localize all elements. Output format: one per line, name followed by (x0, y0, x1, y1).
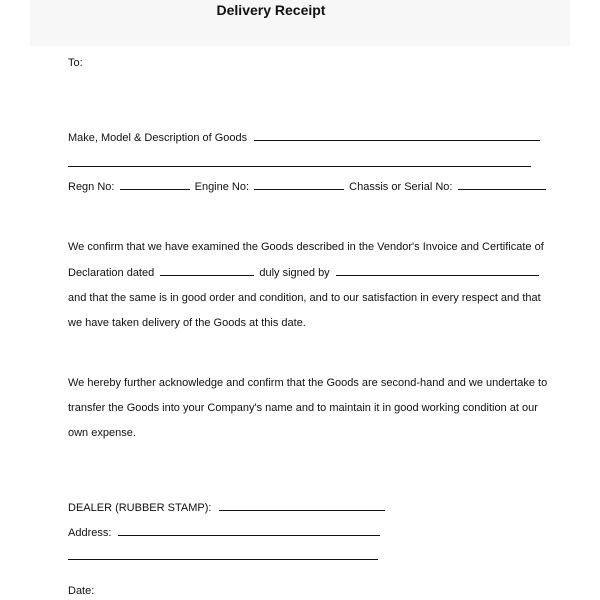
date-label: Date: (68, 585, 95, 597)
dealer-row (68, 500, 385, 515)
signed-label: duly signed by (259, 267, 330, 279)
regn-label: Regn No: (68, 181, 115, 193)
address-label: Address: (68, 527, 112, 539)
goods-field (68, 130, 540, 145)
vehicle-ids-row (68, 179, 546, 194)
to-label: To: (68, 57, 83, 69)
goods-blank[interactable] (254, 130, 540, 141)
address-blank-line2[interactable] (68, 559, 378, 560)
document-title: Delivery Receipt (216, 2, 326, 18)
address-row (68, 525, 380, 540)
goods-label: Make, Model & Description of Goods (68, 132, 248, 144)
para2-line3: own expense. (68, 427, 136, 439)
para2-line2: transfer the Goods into your Company's name and to maintain it in good working condition at our (68, 402, 538, 414)
regn-blank[interactable] (120, 179, 190, 190)
signed-by-blank[interactable] (336, 265, 539, 276)
para1-line4: we have taken delivery of the Goods at this date. (68, 317, 306, 329)
dealer-blank[interactable] (219, 500, 385, 511)
para1-line3: and that the same is in good order and condition, and to our satisfaction in every respect and that (68, 292, 541, 304)
declaration-row (68, 265, 539, 280)
address-blank[interactable] (118, 525, 380, 536)
engine-blank[interactable] (254, 179, 344, 190)
declaration-date-blank[interactable] (160, 265, 254, 276)
declaration-label: Declaration dated (68, 267, 155, 279)
para2-line1: We hereby further acknowledge and confirm that the Goods are second-hand and we undertake to (68, 377, 548, 389)
chassis-blank[interactable] (458, 179, 546, 190)
dealer-label: DEALER (RUBBER STAMP): (68, 502, 212, 514)
para1-line1: We confirm that we have examined the Goods described in the Vendor's Invoice and Certificate of (68, 241, 544, 253)
engine-label: Engine No: (194, 181, 250, 193)
goods-blank-line2[interactable] (68, 166, 531, 167)
chassis-label: Chassis or Serial No: (349, 181, 453, 193)
